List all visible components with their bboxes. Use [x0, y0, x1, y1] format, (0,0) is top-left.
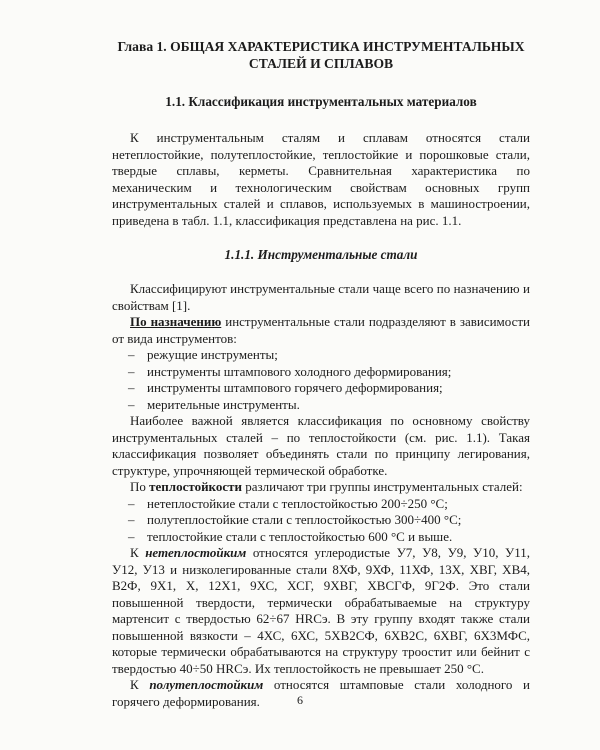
heat-term: теплостойкости: [149, 479, 243, 494]
page-content: [112, 38, 530, 710]
list-item: – инструменты штампового холодного деформирования;: [112, 364, 530, 381]
list-item: – полутеплостойкие стали с теплостойкостью 300÷400 °С;: [112, 512, 530, 529]
chapter-title-line-2: СТАЛЕЙ И СПЛАВОВ: [248, 56, 394, 71]
semi-term: полутеплостойким: [149, 677, 264, 692]
classify-paragraph: Классифицируют инструментальные стали чаще всего по назначению и свойствам [1].: [112, 281, 530, 313]
list-item: – теплостойкие стали с теплостойкостью 600 °С и выше.: [112, 529, 530, 546]
heat-paragraph: [112, 479, 530, 496]
nonheat-text: относятся углеродистые У7, У8, У9, У10, У11, У12, У13 и низколегированные стали 8ХФ, 9ХФ, 11ХФ, 13Х, ХВГ, ХВ4, В2Ф, 9Х1, Х, 12Х1, 9ХС, ХСГ, 9ХВГ, ХВСГФ, 9Г2Ф. Это стали повышенной твердости, термически обрабатываемые на структуру мартенсит с твердостью 62÷67 HRCэ. В эту группу входят также стали повышенной вязкости – 4ХС, 6ХС, 5ХВ2СФ, 6ХВ2С, 6ХВГ, 6Х3МФС, которые термически обрабатываются на структуру троостит или бейнит с твердостью 40÷50 HRCэ. Их теплостойкость не превышает 250 °С.: [112, 545, 531, 676]
section-title: 1.1. Классификация инструментальных материалов: [165, 94, 477, 109]
heat-pre: По: [130, 479, 150, 494]
purpose-term: По назначению: [130, 314, 222, 329]
nonheat-term: нетеплостойким: [145, 545, 247, 560]
intro-paragraph: К инструментальным сталям и сплавам относятся стали нетеплостойкие, полутеплостойкие, теплостойкие и порошковые стали, твердые сплавы, керметы. Сравнительная характеристика по механическим и технологическим свойствам основных групп инструментальных сталей и сплавов, используемых в машиностроении, приведена в табл. 1.1, классификация представлена на рис. 1.1.: [112, 130, 530, 228]
purpose-paragraph: [112, 314, 530, 347]
important-paragraph: Наиболее важной является классификация по основному свойству инструментальных сталей – по теплостойкости (см. рис. 1.1). Такая классификация позволяет объединять стали по принципу легирования, структуре, упрочняющей термической обработке.: [112, 413, 530, 478]
subsection-title: 1.1.1. Инструментальные стали: [224, 247, 418, 262]
heat-list: [112, 496, 530, 546]
nonheat-pre: К: [130, 545, 146, 560]
page-number: 6: [297, 693, 303, 707]
purpose-list: [112, 347, 530, 413]
list-item: – нетеплостойкие стали с теплостойкостью 200÷250 °С;: [112, 496, 530, 513]
list-item: – инструменты штампового горячего деформирования;: [112, 380, 530, 397]
list-item: – мерительные инструменты.: [112, 397, 530, 414]
list-item: – режущие инструменты;: [112, 347, 530, 364]
heat-text: различают три группы инструментальных сталей:: [242, 479, 523, 494]
chapter-title-line-1: Глава 1. ОБЩАЯ ХАРАКТЕРИСТИКА ИНСТРУМЕНТАЛЬНЫХ: [117, 39, 525, 54]
semi-text: относятся штамповые стали холодного и горячего деформирования.: [112, 677, 531, 709]
nonheat-paragraph: [112, 545, 530, 677]
semi-pre: К: [130, 677, 150, 692]
purpose-text: инструментальные стали подразделяют в зависимости от вида инструментов:: [112, 314, 530, 346]
chapter-title: [112, 38, 530, 72]
